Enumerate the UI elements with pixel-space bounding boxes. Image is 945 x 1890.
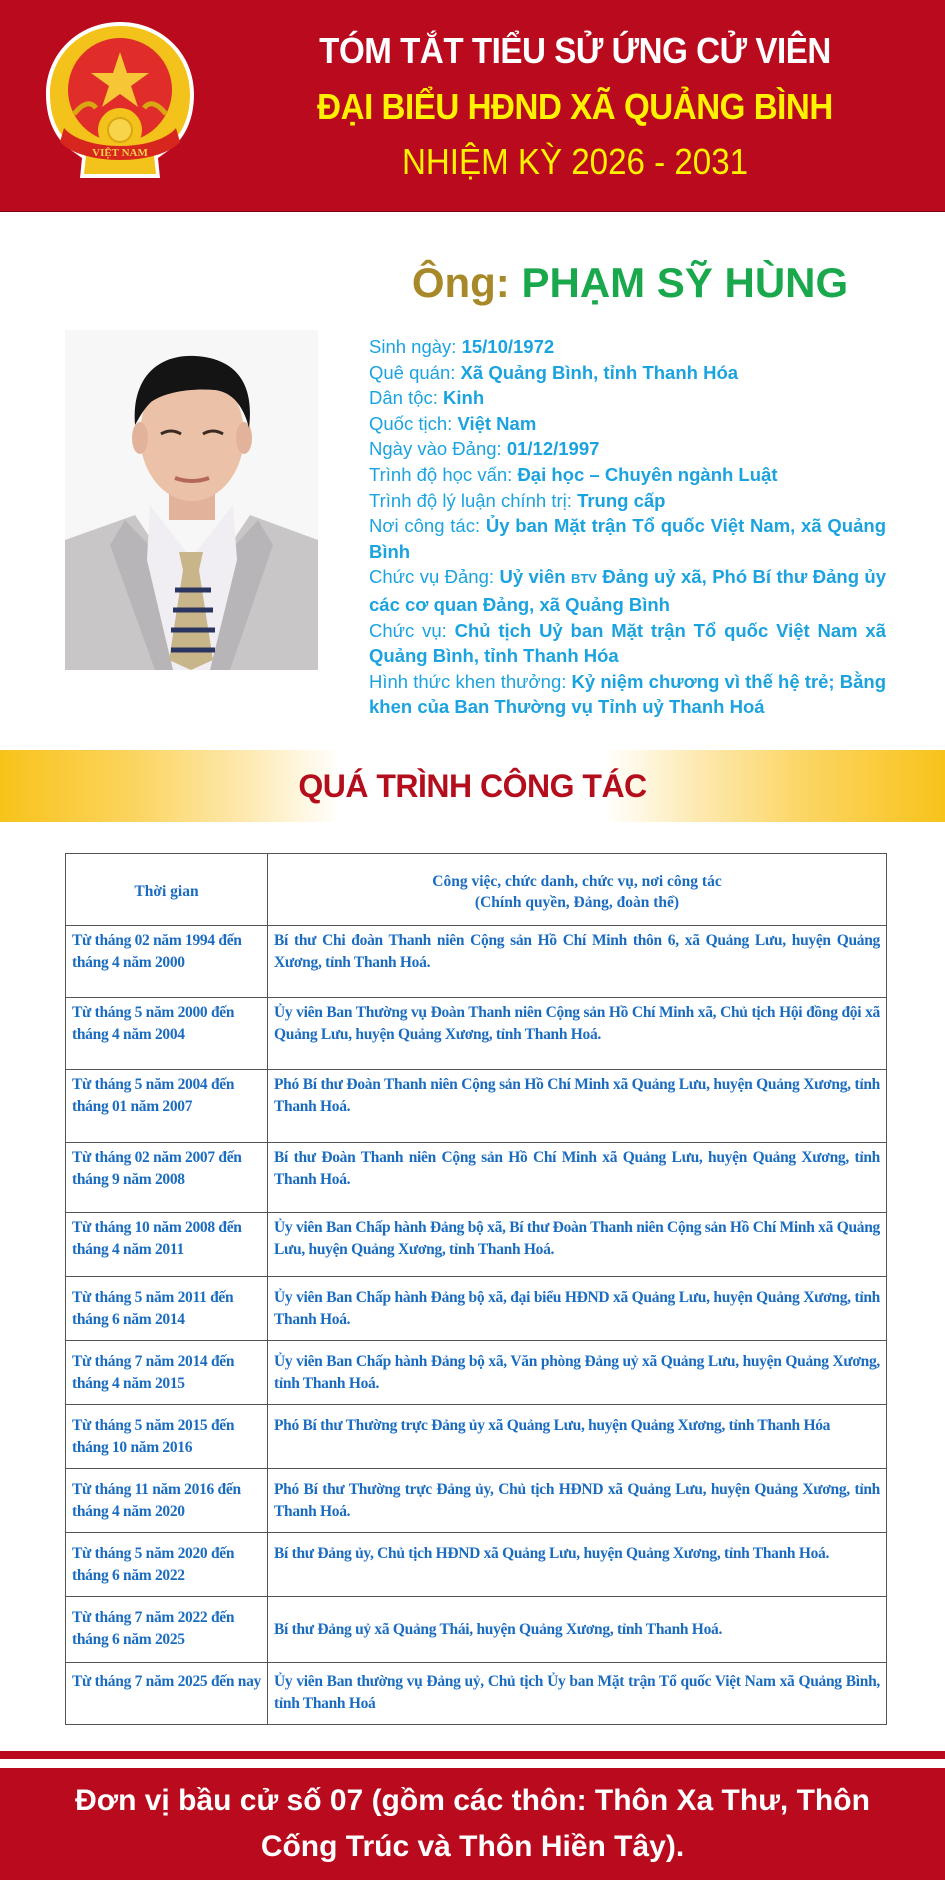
table-row — [66, 1597, 887, 1663]
header-titles — [250, 22, 900, 190]
work-history-table — [65, 853, 887, 1725]
row-time: Từ tháng 11 năm 2016 đến tháng 4 năm 2020 — [66, 1469, 268, 1533]
table-row — [66, 1663, 887, 1725]
row-description: Ủy viên Ban thường vụ Đảng uỷ, Chủ tịch Ủy ban Mặt trận Tổ quốc Việt Nam xã Quảng Bình, tỉnh Thanh Hoá — [268, 1663, 887, 1725]
footer-divider — [0, 1751, 945, 1759]
candidate-info — [369, 334, 886, 720]
table-row — [66, 1143, 887, 1213]
info-position: Chức vụ: Chủ tịch Uỷ ban Mặt trận Tổ quốc Việt Nam xã Quảng Bình, tỉnh Thanh Hóa — [369, 619, 886, 667]
electoral-unit-text: Đơn vị bầu cử số 07 (gồm các thôn: Thôn Xa Thư, Thôn Cống Trúc và Thôn Hiền Tây). — [75, 1784, 870, 1863]
row-description: Bí thư Đảng uỷ xã Quảng Thái, huyện Quảng Xương, tỉnh Thanh Hoá. — [268, 1597, 887, 1663]
table-row — [66, 1070, 887, 1143]
info-workplace: Nơi công tác: Ủy ban Mặt trận Tổ quốc Việt Nam, xã Quảng Bình — [369, 515, 886, 562]
section-banner — [0, 750, 945, 822]
info-political-theory: Trình độ lý luận chính trị: Trung cấp — [369, 489, 666, 511]
row-time: Từ tháng 5 năm 2015 đến tháng 10 năm 2016 — [66, 1405, 268, 1469]
row-time: Từ tháng 02 năm 2007 đến tháng 9 năm 2008 — [66, 1143, 268, 1213]
row-time: Từ tháng 10 năm 2008 đến tháng 4 năm 2011 — [66, 1213, 268, 1277]
emblem-ribbon-text: VIỆT NAM — [92, 147, 148, 159]
table-row — [66, 1405, 887, 1469]
row-time: Từ tháng 7 năm 2014 đến tháng 4 năm 2015 — [66, 1341, 268, 1405]
table-row — [66, 998, 887, 1070]
electoral-unit-footer — [0, 1768, 945, 1880]
row-time: Từ tháng 5 năm 2011 đến tháng 6 năm 2014 — [66, 1277, 268, 1341]
candidate-name: PHẠM SỸ HÙNG — [521, 259, 849, 306]
table-row — [66, 1469, 887, 1533]
row-description: Bí thư Đảng ủy, Chủ tịch HĐND xã Quảng Lưu, huyện Quảng Xương, tỉnh Thanh Hoá. — [268, 1533, 887, 1597]
table-row — [66, 1533, 887, 1597]
national-emblem-icon — [38, 18, 202, 182]
document-title: TÓM TẮT TIỂU SỬ ỨNG CỬ VIÊN — [319, 30, 831, 71]
document-subtitle: ĐẠI BIỂU HĐND XÃ QUẢNG BÌNH — [317, 86, 833, 127]
column-header-time: Thời gian — [66, 854, 268, 926]
info-hometown: Quê quán: Xã Quảng Bình, tỉnh Thanh Hóa — [369, 361, 739, 383]
info-birth-date: Sinh ngày: 15/10/1972 — [369, 336, 555, 357]
row-description: Bí thư Đoàn Thanh niên Cộng sản Hồ Chí Minh xã Quảng Lưu, huyện Quảng Xương, tỉnh Thanh Hoá. — [268, 1143, 887, 1213]
column-header-description: Công việc, chức danh, chức vụ, nơi công tác (Chính quyền, Đảng, đoàn thể) — [268, 854, 887, 926]
table-row — [66, 1277, 887, 1341]
row-description: Ủy viên Ban Chấp hành Đảng bộ xã, đại biểu HĐND xã Quảng Lưu, huyện Quảng Xương, tỉnh Thanh Hoá. — [268, 1277, 887, 1341]
row-time: Từ tháng 7 năm 2022 đến tháng 6 năm 2025 — [66, 1597, 268, 1663]
row-description: Phó Bí thư Thường trực Đảng ủy, Chủ tịch HĐND xã Quảng Lưu, huyện Quảng Xương, tỉnh Thanh Hoá. — [268, 1469, 887, 1533]
candidate-photo — [65, 330, 318, 670]
info-party-join-date: Ngày vào Đảng: 01/12/1997 — [369, 438, 600, 460]
candidate-name-heading — [400, 250, 860, 320]
table-header-row — [66, 854, 887, 926]
header-banner — [0, 0, 945, 212]
row-description: Bí thư Chi đoàn Thanh niên Cộng sản Hồ Chí Minh thôn 6, xã Quảng Lưu, huyện Quảng Xương, tỉnh Thanh Hoá. — [268, 926, 887, 998]
row-time: Từ tháng 7 năm 2025 đến nay — [66, 1663, 268, 1725]
table-row — [66, 926, 887, 998]
info-education: Trình độ học vấn: Đại học – Chuyên ngành Luật — [369, 463, 778, 485]
row-time: Từ tháng 02 năm 1994 đến tháng 4 năm 2000 — [66, 926, 268, 998]
row-description: Ủy viên Ban Chấp hành Đảng bộ xã, Bí thư Đoàn Thanh niên Cộng sản Hồ Chí Minh xã Quảng Lưu, huyện Quảng Xương, tỉnh Thanh Hoá. — [268, 1213, 887, 1277]
row-time: Từ tháng 5 năm 2000 đến tháng 4 năm 2004 — [66, 998, 268, 1070]
info-nationality: Quốc tịch: Việt Nam — [369, 412, 537, 434]
table-row — [66, 1213, 887, 1277]
term-label: NHIỆM KỲ 2026 - 2031 — [401, 141, 749, 182]
row-time: Từ tháng 5 năm 2020 đến tháng 6 năm 2022 — [66, 1533, 268, 1597]
info-awards: Hình thức khen thưởng: Kỷ niệm chương vì thế hệ trẻ; Bằng khen của Ban Thường vụ Tỉnh uỷ Thanh Hoá — [369, 670, 886, 718]
section-title: QUÁ TRÌNH CÔNG TÁC — [298, 768, 647, 804]
row-time: Từ tháng 5 năm 2004 đến tháng 01 năm 2007 — [66, 1070, 268, 1143]
row-description: Ủy viên Ban Chấp hành Đảng bộ xã, Văn phòng Đảng uỷ xã Quảng Lưu, huyện Quảng Xương, tỉnh Thanh Hoá. — [268, 1341, 887, 1405]
info-ethnicity: Dân tộc: Kinh — [369, 387, 485, 409]
info-party-position: Chức vụ Đảng: Uỷ viên BTV Đảng uỷ xã, Phó Bí thư Đảng ủy các cơ quan Đảng, xã Quảng Bình — [369, 566, 887, 615]
name-prefix: Ông: — [411, 259, 522, 306]
row-description: Phó Bí thư Thường trực Đảng ủy xã Quảng Lưu, huyện Quảng Xương, tỉnh Thanh Hóa — [268, 1405, 887, 1469]
row-description: Phó Bí thư Đoàn Thanh niên Cộng sản Hồ Chí Minh xã Quảng Lưu, huyện Quảng Xương, tỉnh Thanh Hoá. — [268, 1070, 887, 1143]
table-row — [66, 1341, 887, 1405]
row-description: Ủy viên Ban Thường vụ Đoàn Thanh niên Cộng sản Hồ Chí Minh xã, Chủ tịch Hội đồng đội xã Quảng Lưu, huyện Quảng Xương, tỉnh Thanh Hoá. — [268, 998, 887, 1070]
